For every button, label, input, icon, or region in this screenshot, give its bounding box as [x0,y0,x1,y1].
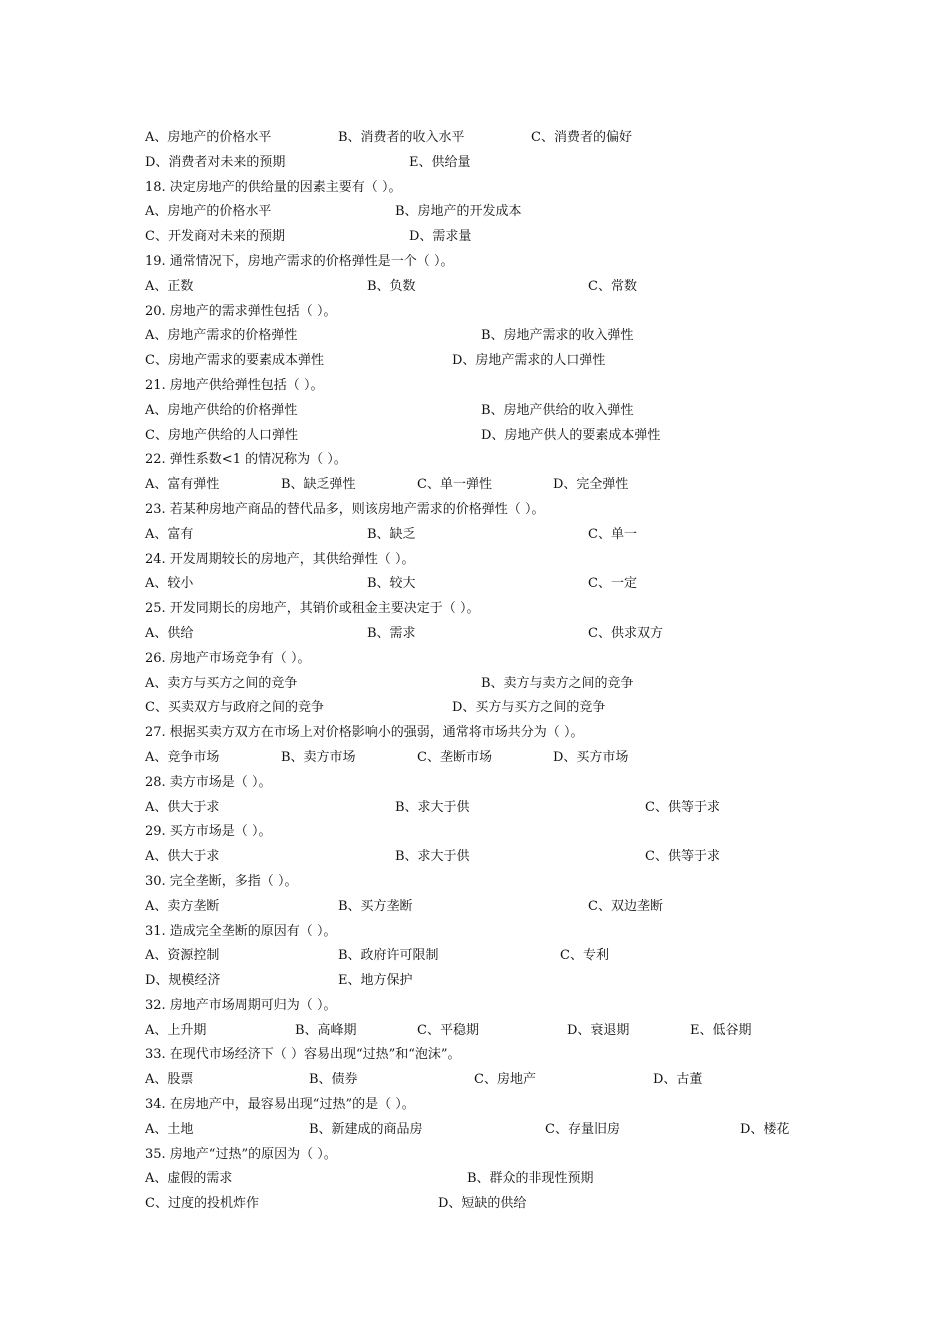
option-text: C、过度的投机炸作 [145,1196,259,1212]
option-text: D、完全弹性 [553,477,629,493]
option-text: A、上升期 [145,1022,207,1038]
option-text: D、房地产供人的要素成本弹性 [481,427,661,443]
question-text: 27. 根据买卖方双方在市场上对价格影响小的强弱，通常将市场共分为（ ）。 [145,725,584,741]
options-line [145,895,865,920]
question-line [145,920,865,945]
option-text: B、高峰期 [295,1022,357,1038]
option-text: D、规模经济 [145,973,221,989]
option-text: B、新建成的商品房 [309,1121,423,1137]
option-text: C、房地产供给的人口弹性 [145,427,298,443]
option-text: B、缺乏 [367,526,416,542]
question-text: 23. 若某种房地产商品的替代品多，则该房地产需求的价格弹性（ ）。 [145,501,545,517]
options-line [145,1118,865,1143]
option-text: C、买卖双方与政府之间的竞争 [145,700,324,716]
option-text: B、房地产的开发成本 [395,204,522,220]
options-line [145,1192,865,1217]
option-text: A、富有弹性 [145,477,220,493]
options-line [145,622,865,647]
question-text: 28. 卖方市场是（ ）。 [145,774,272,790]
options-line [145,225,865,250]
option-text: C、存量旧房 [545,1121,620,1137]
options-line [145,1167,865,1192]
options-line [145,523,865,548]
option-text: B、房地产需求的收入弹性 [481,328,634,344]
option-text: D、买方与买方之间的竞争 [452,700,606,716]
option-text: B、房地产供给的收入弹性 [481,402,634,418]
question-line [145,647,865,672]
options-line [145,200,865,225]
option-text: B、缺乏弹性 [281,477,356,493]
option-text: E、低谷期 [690,1022,752,1038]
option-text: C、平稳期 [417,1022,479,1038]
option-text: D、短缺的供给 [438,1196,527,1212]
option-text: A、房地产需求的价格弹性 [145,328,298,344]
options-line [145,696,865,721]
option-text: C、单一 [588,526,637,542]
option-text: B、需求 [367,625,416,641]
question-text: 26. 房地产市场竞争有（ ）。 [145,650,311,666]
option-text: C、一定 [588,576,637,592]
options-line [145,969,865,994]
question-line [145,176,865,201]
option-text: D、需求量 [409,229,472,245]
question-text: 18. 决定房地产的供给量的因素主要有（ ）。 [145,179,402,195]
option-text: C、单一弹性 [417,477,492,493]
option-text: B、买方垄断 [338,898,413,914]
options-line [145,672,865,697]
options-line [145,572,865,597]
question-line [145,1143,865,1168]
option-text: B、债券 [309,1072,358,1088]
option-text: C、常数 [588,278,637,294]
option-text: A、土地 [145,1121,194,1137]
option-text: B、卖方与卖方之间的竞争 [481,675,634,691]
question-text: 31. 造成完全垄断的原因有（ ）。 [145,923,337,939]
options-line [145,944,865,969]
option-text: C、专利 [560,948,609,964]
options-line [145,473,865,498]
option-text: B、卖方市场 [281,749,356,765]
options-line [145,1068,865,1093]
option-text: D、楼花 [740,1121,790,1137]
option-text: A、房地产供给的价格弹性 [145,402,298,418]
option-text: D、衰退期 [567,1022,630,1038]
question-text: 21. 房地产供给弹性包括（ ）。 [145,377,324,393]
option-text: D、买方市场 [553,749,629,765]
question-text: 32. 房地产市场周期可归为（ ）。 [145,997,337,1013]
option-text: B、求大于供 [395,849,470,865]
question-line [145,820,865,845]
option-text: B、政府许可限制 [338,948,439,964]
question-text: 30. 完全垄断，多指（ ）。 [145,873,298,889]
question-text: 20. 房地产的需求弹性包括（ ）。 [145,303,337,319]
question-line [145,250,865,275]
option-text: D、古董 [653,1072,703,1088]
question-text: 25. 开发同期长的房地产，其销价或租金主要决定于（ ）。 [145,601,480,617]
question-line [145,994,865,1019]
question-text: 35. 房地产“过热”的原因为（ ）。 [145,1146,337,1162]
options-line [145,399,865,424]
option-text: A、正数 [145,278,194,294]
option-text: A、房地产的价格水平 [145,130,272,145]
question-line [145,374,865,399]
question-line [145,300,865,325]
option-text: B、较大 [367,576,416,592]
question-text: 19. 通常情况下，房地产需求的价格弹性是一个（ ）。 [145,253,454,269]
option-text: C、垄断市场 [417,749,492,765]
question-text: 34. 在房地产中，最容易出现“过热”的是（ ）。 [145,1097,415,1113]
options-line [145,845,865,870]
option-text: D、房地产需求的人口弹性 [452,353,606,369]
option-text: C、房地产需求的要素成本弹性 [145,353,324,369]
option-text: B、消费者的收入水平 [338,130,465,145]
option-text: A、股票 [145,1072,194,1088]
options-line [145,151,865,176]
document-body [145,126,865,1217]
question-text: 22. 弹性系数<1 的情况称为（ ）。 [145,452,347,468]
question-line [145,498,865,523]
question-line [145,548,865,573]
options-line [145,746,865,771]
question-line [145,1043,865,1068]
options-line [145,275,865,300]
option-text: A、虚假的需求 [145,1171,233,1187]
options-line [145,424,865,449]
options-line [145,349,865,374]
question-text: 33. 在现代市场经济下（ ）容易出现“过热”和“泡沫”。 [145,1047,461,1063]
options-line [145,324,865,349]
option-text: C、房地产 [474,1072,536,1088]
option-text: B、负数 [367,278,416,294]
option-text: A、资源控制 [145,948,220,964]
option-text: C、消费者的偏好 [531,130,632,145]
option-text: C、开发商对未来的预期 [145,229,285,245]
option-text: A、较小 [145,576,194,592]
question-line [145,771,865,796]
option-text: C、供求双方 [588,625,663,641]
option-text: B、群众的非现性预期 [467,1171,594,1187]
question-line [145,448,865,473]
options-line [145,796,865,821]
question-text: 29. 买方市场是（ ）。 [145,824,272,840]
option-text: A、卖方与买方之间的竞争 [145,675,298,691]
option-text: C、供等于求 [645,799,720,815]
options-line [145,126,865,151]
question-line [145,870,865,895]
option-text: A、供大于求 [145,799,220,815]
question-line [145,721,865,746]
option-text: B、求大于供 [395,799,470,815]
options-line [145,1019,865,1044]
option-text: A、供给 [145,625,194,641]
option-text: E、地方保护 [338,973,413,989]
option-text: C、双边垄断 [588,898,663,914]
option-text: C、供等于求 [645,849,720,865]
question-line [145,1093,865,1118]
option-text: E、供给量 [409,154,471,170]
question-line [145,597,865,622]
option-text: A、卖方垄断 [145,898,220,914]
option-text: D、消费者对未来的预期 [145,154,286,170]
option-text: A、竞争市场 [145,749,220,765]
option-text: A、供大于求 [145,849,220,865]
question-text: 24. 开发周期较长的房地产，其供给弹性（ ）。 [145,551,415,567]
option-text: A、富有 [145,526,194,542]
option-text: A、房地产的价格水平 [145,204,272,220]
